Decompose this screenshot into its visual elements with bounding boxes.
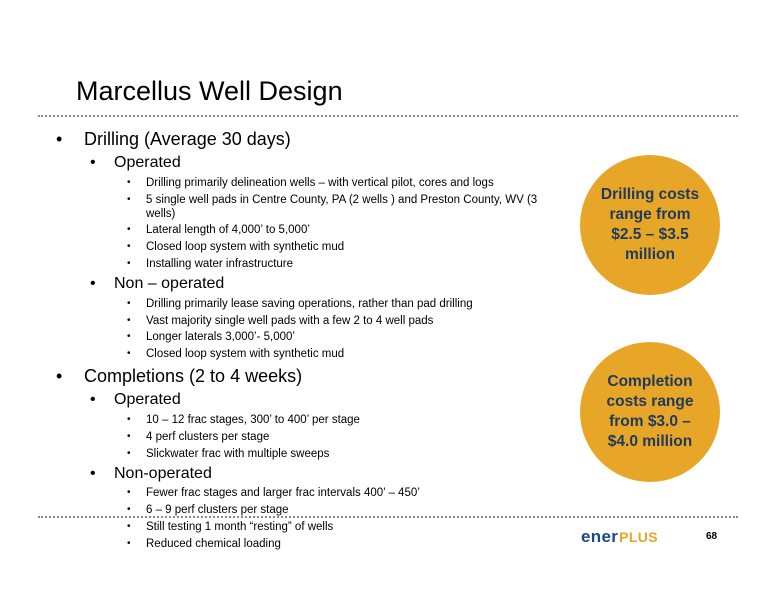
bullet-icon: •	[127, 447, 131, 459]
bullet-icon: •	[127, 331, 131, 343]
section-completions	[48, 365, 608, 387]
subsection-label: Operated	[114, 154, 181, 171]
bullet-icon: •	[56, 129, 63, 149]
list-item: • 4 perf clusters per stage	[127, 430, 270, 443]
bullet-icon: •	[127, 257, 131, 269]
bullet-icon: •	[56, 366, 63, 387]
list-item: • Closed loop system with synthetic mud	[127, 241, 345, 254]
bullet-icon: •	[127, 314, 131, 326]
subsection-label: Non-operated	[114, 464, 212, 482]
page-number: 68	[706, 531, 718, 542]
bullet-icon: •	[127, 193, 131, 205]
list-item: • Installing water infrastructure	[127, 257, 294, 270]
list-item: • Lateral length of 4,000’ to 5,000’	[127, 224, 310, 237]
list-item: • Closed loop system with synthetic mud	[127, 348, 345, 361]
callout-text: Completion costs range from $3.0 – $4.0 million	[606, 373, 694, 450]
subsection-drilling-non-operated	[48, 274, 608, 294]
bullet-icon: •	[90, 391, 96, 409]
logo-text-ener: ener	[581, 527, 619, 546]
list-item: • Still testing 1 month “resting” of wells	[127, 520, 334, 533]
subsection-completions-operated	[48, 390, 608, 410]
list-item: • Slickwater frac with multiple sweeps	[127, 447, 330, 460]
bullet-icon: •	[127, 537, 131, 549]
bullet-outline	[48, 124, 608, 554]
subsection-drilling-operated	[48, 153, 608, 173]
section-label: Drilling (Average 30 days)	[84, 129, 291, 149]
subsection-completions-non-operated	[48, 464, 608, 484]
bullet-icon: •	[90, 154, 96, 171]
list-item: • Reduced chemical loading	[127, 537, 281, 550]
list-item: • 10 – 12 frac stages, 300’ to 400’ per stage	[127, 413, 360, 426]
bottom-divider	[38, 516, 738, 518]
slide-title: Marcellus Well Design	[76, 76, 343, 106]
bullet-icon: •	[127, 224, 131, 236]
top-divider	[38, 115, 738, 117]
bullet-icon: •	[127, 413, 131, 425]
list-item: • 5 single well pads in Centre County, PA (2 wells ) and Preston County, WV (3 wells)	[127, 193, 538, 220]
completion-costs-callout	[580, 342, 720, 482]
bullet-icon: •	[127, 348, 131, 360]
bullet-icon: •	[127, 241, 131, 253]
section-drilling	[48, 128, 608, 150]
list-item: • Vast majority single well pads with a few 2 to 4 well pads	[127, 314, 434, 327]
list-item: • 6 – 9 perf clusters per stage	[127, 504, 289, 517]
bullet-icon: •	[127, 176, 131, 188]
subsection-label: Operated	[114, 391, 181, 409]
bullet-icon: •	[127, 297, 131, 309]
bullet-icon: •	[127, 520, 131, 532]
list-item: • Drilling primarily delineation wells – with vertical pilot, cores and logs	[127, 176, 494, 189]
list-item: • Fewer frac stages and larger frac intervals 400’ – 450’	[127, 487, 420, 500]
list-item: • Longer laterals 3,000’- 5,000’	[127, 331, 295, 344]
logo-text-plus: PLUS	[619, 529, 659, 545]
drilling-costs-callout	[580, 155, 720, 295]
bullet-icon: •	[127, 430, 131, 442]
enerplus-logo	[581, 527, 658, 547]
bullet-icon: •	[127, 487, 131, 499]
bullet-icon: •	[127, 504, 131, 516]
bullet-icon: •	[90, 274, 96, 292]
subsection-label: Non – operated	[114, 274, 225, 292]
section-label: Completions (2 to 4 weeks)	[84, 366, 303, 387]
list-item: • Drilling primarily lease saving operations, rather than pad drilling	[127, 297, 473, 310]
bullet-icon: •	[90, 464, 96, 482]
callout-text: Drilling costs range from $2.5 – $3.5 million	[600, 186, 700, 263]
